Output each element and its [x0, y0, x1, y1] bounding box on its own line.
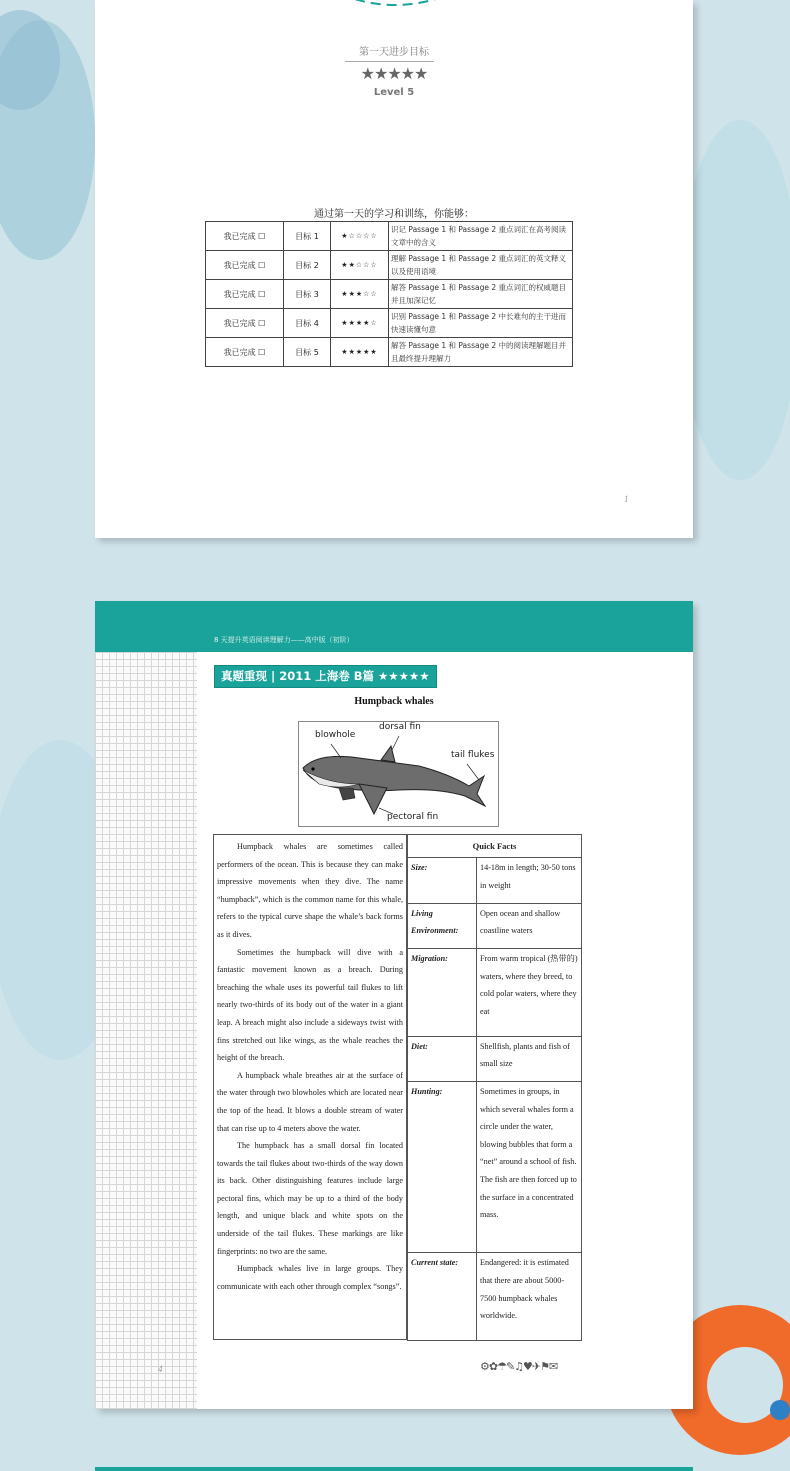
fact-row: [408, 1036, 582, 1082]
section-banner: 真题重现 | 2011 上海卷 B篇 ★★★★★: [214, 665, 437, 688]
goal-stars: ★★★★☆: [331, 309, 389, 338]
divider: [345, 61, 434, 62]
goal-done-checkbox[interactable]: 我已完成 ☐: [206, 222, 284, 251]
fact-key: Migration:: [408, 949, 477, 1036]
fact-value: From warm tropical (热带的) waters, where they breed, to cold polar waters, where they eat: [477, 949, 582, 1036]
book-title: 8 天提升英语阅读理解力——高中版（初阶）: [214, 636, 354, 644]
article-text: [213, 834, 407, 1340]
fact-row: [408, 949, 582, 1036]
goals-table: [205, 221, 573, 367]
whale-diagram: [298, 721, 499, 827]
goal-row: [206, 309, 573, 338]
intro-text: 通过第一天的学习和训练，你能够：: [314, 209, 474, 220]
goal-target: 目标 5: [284, 338, 331, 367]
page-one: [95, 0, 693, 538]
goal-stars: ★☆☆☆☆: [331, 222, 389, 251]
pectoral-fin-label: pectoral fin: [387, 812, 439, 822]
dashed-circle-decoration: [335, 0, 455, 8]
goal-stars: ★★☆☆☆: [331, 251, 389, 280]
article-paragraph: Humpback whales live in large groups. They communicate with each other through complex “songs”.: [217, 1264, 403, 1291]
goal-title: 第一天进步目标: [359, 47, 429, 58]
goal-target: 目标 2: [284, 251, 331, 280]
article-paragraph: The humpback has a small dorsal fin located towards the tail flukes about two-thirds of the way down its back. Other distinguishing features include large pectoral fins, which may be up to a third of the body length, and unique black and white spots on the underside of the tail flukes. These markings are like fingerprints: no two are the same.: [217, 1141, 403, 1256]
goal-done-checkbox[interactable]: 我已完成 ☐: [206, 309, 284, 338]
article-paragraph: Humpback whales are sometimes called performers of the ocean. This is because they can make impressive movements when they dive. The name “humpback”, which is the common name for this whale, refers to the typical curve shape the whale’s back forms as it dives.: [217, 842, 403, 939]
article-title: Humpback whales: [354, 696, 434, 707]
decorative-icons: ⚙✿☂✎♫♥✈⚑✉: [480, 1360, 558, 1373]
fact-key: Current state:: [408, 1253, 477, 1341]
level-label: Level 5: [373, 87, 415, 98]
fact-key: Size:: [408, 858, 477, 904]
quick-facts-title: Quick Facts: [408, 835, 582, 858]
goal-description: 解答 Passage 1 和 Passage 2 中的阅读理解题目并且最终提升理解力: [389, 338, 573, 367]
goal-done-checkbox[interactable]: 我已完成 ☐: [206, 338, 284, 367]
fact-row: [408, 903, 582, 949]
fact-key: Diet:: [408, 1036, 477, 1082]
dorsal-fin-label: dorsal fin: [379, 722, 421, 732]
page-number: 4: [158, 1364, 163, 1374]
tail-flukes-label: tail flukes: [451, 750, 495, 760]
grid-margin: [95, 652, 197, 1409]
fact-value: 14-18m in length; 30-50 tons in weight: [477, 858, 582, 904]
goal-done-checkbox[interactable]: 我已完成 ☐: [206, 280, 284, 309]
goal-row: [206, 251, 573, 280]
goal-stars: ★★★★★: [331, 338, 389, 367]
goal-description: 解答 Passage 1 和 Passage 2 重点词汇的权威题目并且加深记忆: [389, 280, 573, 309]
fact-key: Living Environment:: [408, 903, 477, 949]
article-paragraph: Sometimes the humpback will dive with a fantastic movement known as a breach. During breaching the whale uses its powerful tail flukes to lift nearly two-thirds of its body out of the water in a giant leap. A breach might also include a sideways twist with fins stretched out like wings, as the whale reaches the height of the breach.: [217, 947, 403, 1063]
bottom-strip: [95, 1467, 693, 1471]
goal-row: [206, 222, 573, 251]
fact-row: [408, 1253, 582, 1341]
goal-description: 识记 Passage 1 和 Passage 2 重点词汇在高考阅读文章中的含义: [389, 222, 573, 251]
goal-row: [206, 338, 573, 367]
fact-value: Sometimes in groups, in which several whales form a circle under the water, blowing bubbles that form a “net” around a school of fish. The fish are then forced up to the surface in a concentrated mass.: [477, 1082, 582, 1253]
goal-target: 目标 4: [284, 309, 331, 338]
goal-done-checkbox[interactable]: 我已完成 ☐: [206, 251, 284, 280]
goal-stars: ★★★☆☆: [331, 280, 389, 309]
fact-row: [408, 1082, 582, 1253]
fact-row: [408, 858, 582, 904]
level-stars: ★★★★★: [360, 64, 428, 83]
fact-key: Hunting:: [408, 1082, 477, 1253]
goal-row: [206, 280, 573, 309]
goal-target: 目标 3: [284, 280, 331, 309]
page-four: [95, 601, 693, 1409]
fact-value: Open ocean and shallow coastline waters: [477, 903, 582, 949]
quick-facts-table: [407, 834, 582, 1341]
fact-value: Endangered: it is estimated that there are about 5000-7500 humpback whales worldwide.: [477, 1253, 582, 1341]
goal-description: 理解 Passage 1 和 Passage 2 重点词汇的英文释义以及使用语境: [389, 251, 573, 280]
article-paragraph: A humpback whale breathes air at the surface of the water through two blowholes which are located near the top of the head. It blows a double stream of water that can rise up to 4 meters above the water.: [217, 1070, 403, 1133]
fact-value: Shellfish, plants and fish of small size: [477, 1036, 582, 1082]
page-number: 1: [624, 494, 629, 504]
goal-description: 识别 Passage 1 和 Passage 2 中长难句的主干进而快速读懂句意: [389, 309, 573, 338]
goal-target: 目标 1: [284, 222, 331, 251]
blowhole-label: blowhole: [315, 730, 356, 740]
header-band: [95, 601, 693, 652]
